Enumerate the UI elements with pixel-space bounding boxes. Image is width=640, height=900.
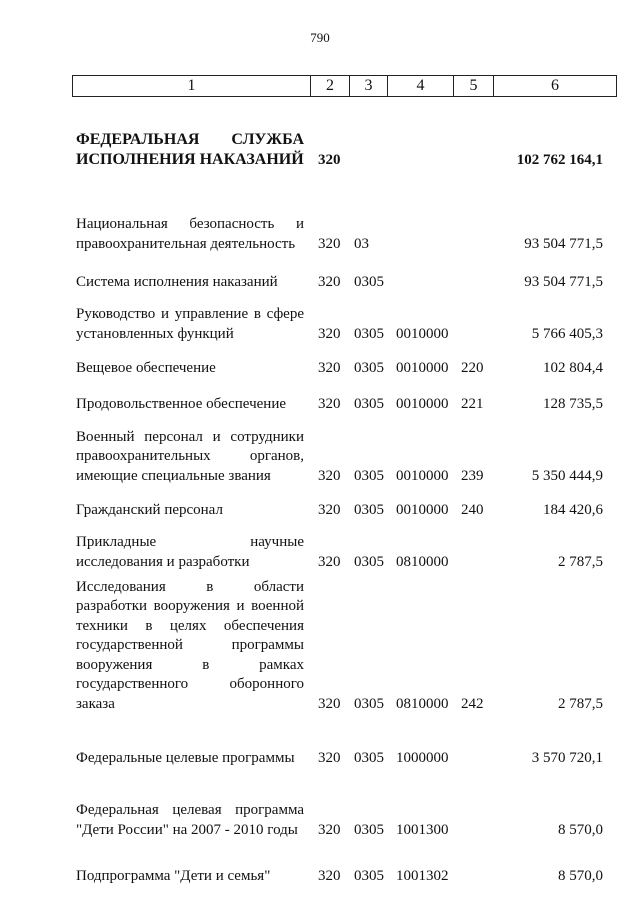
row-name: Продовольственное обеспечение <box>76 395 286 412</box>
row-code-cs: 1000000 <box>396 749 449 766</box>
row-sum: 128 735,5 <box>543 395 603 412</box>
table-row <box>0 262 640 292</box>
row-code-rz: 0305 <box>354 867 384 884</box>
row-code-gr: 320 <box>318 821 341 838</box>
table-row <box>0 300 640 344</box>
row-code-rz: 0305 <box>354 467 384 484</box>
row-code-rz: 0305 <box>354 325 384 342</box>
row-code-gr: 320 <box>318 553 341 570</box>
page-number: 790 <box>310 30 330 45</box>
row-code-gr: 320 <box>318 695 341 712</box>
table-row <box>0 108 640 170</box>
header-col-5: 5 <box>454 76 494 96</box>
row-code-cs: 0010000 <box>396 359 449 376</box>
row-code-gr: 320 <box>318 395 341 412</box>
row-code-gr: 320 <box>318 325 341 342</box>
row-name: ФЕДЕРАЛЬНАЯ СЛУЖБА ИСПОЛНЕНИЯ НАКАЗАНИЙ <box>76 131 304 168</box>
row-code-rz: 0305 <box>354 821 384 838</box>
row-name: Прикладные научные исследования и разработки <box>76 534 304 570</box>
table-row <box>0 384 640 414</box>
row-code-vr: 240 <box>461 501 484 518</box>
row-name: Вещевое обеспечение <box>76 359 216 376</box>
row-code-vr: 242 <box>461 695 484 712</box>
row-name: Федеральные целевые программы <box>76 749 295 766</box>
row-sum: 93 504 771,5 <box>524 235 603 252</box>
row-code-rz: 0305 <box>354 359 384 376</box>
table-row <box>0 846 640 886</box>
row-code-rz: 0305 <box>354 501 384 518</box>
row-sum: 93 504 771,5 <box>524 273 603 290</box>
table-row <box>0 422 640 486</box>
row-code-gr: 320 <box>318 273 341 290</box>
table-row <box>0 184 640 254</box>
row-sum: 5 350 444,9 <box>531 467 603 484</box>
header-col-6: 6 <box>551 77 559 94</box>
row-code-gr: 320 <box>318 501 341 518</box>
row-code-vr: 221 <box>461 395 484 412</box>
row-code-gr: 320 <box>318 235 341 252</box>
row-code-gr: 320 <box>318 467 341 484</box>
row-code-cs: 0010000 <box>396 467 449 484</box>
row-sum: 102 762 164,1 <box>516 151 603 168</box>
row-sum: 8 570,0 <box>558 821 603 838</box>
table-header <box>72 75 617 97</box>
row-name: Подпрограмма "Дети и семья" <box>76 867 271 884</box>
row-code-cs: 1001302 <box>396 867 449 884</box>
row-name: Исследования в области разработки вооружения и военной техники в целях обеспечения государственной программы вооружения в рамках государственного оборонного заказа <box>76 578 304 712</box>
table-row <box>0 526 640 572</box>
row-code-cs: 1001300 <box>396 821 449 838</box>
row-sum: 5 766 405,3 <box>531 325 603 342</box>
row-name: Руководство и управление в сфере установленных функций <box>76 306 304 342</box>
header-col-1: 1 <box>73 76 311 96</box>
row-name: Национальная безопасность и правоохранительная деятельность <box>76 216 304 252</box>
table-row <box>0 492 640 520</box>
row-name: Гражданский персонал <box>76 501 223 518</box>
header-col-2: 2 <box>311 76 350 96</box>
row-sum: 2 787,5 <box>558 553 603 570</box>
table-row <box>0 350 640 378</box>
row-name: Военный персонал и сотрудники правоохранительных органов, имеющие специальные звания <box>76 428 304 484</box>
row-code-gr: 320 <box>318 867 341 884</box>
row-sum: 3 570 720,1 <box>531 749 603 766</box>
row-code-vr: 220 <box>461 359 484 376</box>
row-code-rz: 03 <box>354 235 369 252</box>
table-row <box>0 722 640 768</box>
row-sum: 102 804,4 <box>543 359 603 376</box>
row-code-vr: 239 <box>461 467 484 484</box>
row-code-gr: 320 <box>318 359 341 376</box>
row-code-cs: 0810000 <box>396 695 449 712</box>
row-code-gr: 320 <box>318 151 341 168</box>
row-code-rz: 0305 <box>354 695 384 712</box>
row-name: Система исполнения наказаний <box>76 273 278 290</box>
row-code-rz: 0305 <box>354 749 384 766</box>
row-name: Федеральная целевая программа "Дети России" на 2007 - 2010 годы <box>76 802 304 838</box>
table-row <box>0 776 640 840</box>
table-row <box>0 578 640 714</box>
row-sum: 184 420,6 <box>543 501 603 518</box>
row-code-rz: 0305 <box>354 273 384 290</box>
row-sum: 8 570,0 <box>558 867 603 884</box>
header-col-4: 4 <box>388 76 454 96</box>
row-code-rz: 0305 <box>354 395 384 412</box>
row-code-cs: 0010000 <box>396 501 449 518</box>
header-col-3: 3 <box>350 76 388 96</box>
row-code-cs: 0010000 <box>396 325 449 342</box>
row-code-cs: 0810000 <box>396 553 449 570</box>
table-body <box>0 108 640 886</box>
row-sum: 2 787,5 <box>558 695 603 712</box>
row-code-cs: 0010000 <box>396 395 449 412</box>
row-code-rz: 0305 <box>354 553 384 570</box>
row-code-gr: 320 <box>318 749 341 766</box>
